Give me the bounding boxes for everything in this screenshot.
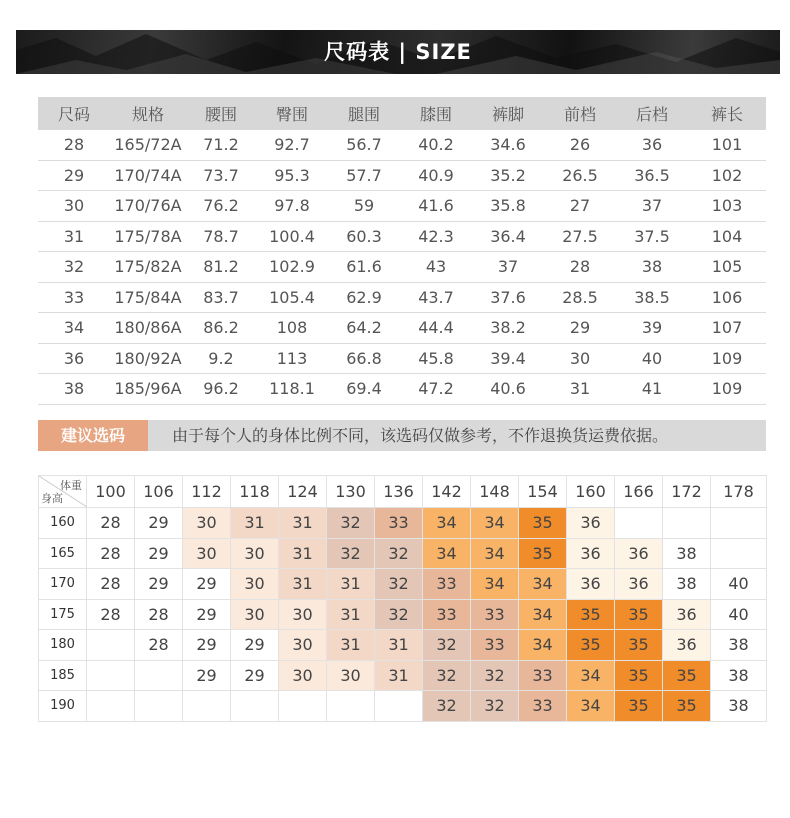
weight-header-cell: 142 — [423, 476, 471, 508]
size-cell: 59 — [328, 191, 400, 222]
size-recommendation-cell: 30 — [279, 599, 327, 630]
size-recommendation-cell: 34 — [423, 538, 471, 569]
size-cell: 61.6 — [328, 252, 400, 283]
size-recommendation-cell: 33 — [471, 630, 519, 661]
size-cell: 33 — [38, 282, 110, 313]
height-header-cell: 190 — [39, 691, 87, 722]
size-recommendation-cell: 34 — [519, 599, 567, 630]
size-cell: 36 — [616, 130, 688, 160]
size-recommendation-cell: 28 — [87, 599, 135, 630]
weight-header-cell: 100 — [87, 476, 135, 508]
size-recommendation-cell: 34 — [567, 691, 615, 722]
recommendation-label: 建议选码 — [38, 420, 148, 451]
size-recommendation-cell: 31 — [375, 660, 423, 691]
weight-header-cell: 130 — [327, 476, 375, 508]
size-recommendation-cell: 29 — [183, 660, 231, 691]
size-recommendation-cell — [87, 691, 135, 722]
size-recommendation-cell: 30 — [231, 599, 279, 630]
size-recommendation-cell: 29 — [183, 599, 231, 630]
size-cell: 38.5 — [616, 282, 688, 313]
size-recommendation-cell — [231, 691, 279, 722]
weight-header-cell: 118 — [231, 476, 279, 508]
size-recommendation-cell: 32 — [423, 691, 471, 722]
size-cell: 56.7 — [328, 130, 400, 160]
size-recommendation-cell: 34 — [471, 508, 519, 539]
size-cell: 38.2 — [472, 313, 544, 344]
grid-row — [39, 569, 767, 600]
size-recommendation-cell: 30 — [231, 538, 279, 569]
size-recommendation-cell: 34 — [471, 569, 519, 600]
size-recommendation-cell: 28 — [87, 508, 135, 539]
size-cell: 27 — [544, 191, 616, 222]
size-recommendation-cell — [375, 691, 423, 722]
size-recommendation-cell: 32 — [423, 630, 471, 661]
size-cell: 26.5 — [544, 160, 616, 191]
size-cell: 30 — [38, 191, 110, 222]
size-cell: 102.9 — [256, 252, 328, 283]
size-cell: 36 — [38, 343, 110, 374]
size-cell: 36.4 — [472, 221, 544, 252]
size-header-cell: 尺码 — [38, 97, 110, 130]
size-cell: 104 — [688, 221, 766, 252]
weight-header-cell: 166 — [615, 476, 663, 508]
corner-height-label: 身高 — [41, 492, 63, 505]
size-cell: 9.2 — [186, 343, 256, 374]
weight-header-cell: 160 — [567, 476, 615, 508]
size-cell: 41 — [616, 374, 688, 405]
table-row — [38, 343, 766, 374]
size-cell: 73.7 — [186, 160, 256, 191]
grid-row — [39, 599, 767, 630]
size-cell: 165/72A — [110, 130, 186, 160]
size-recommendation-cell — [135, 660, 183, 691]
size-recommendation-cell: 35 — [663, 660, 711, 691]
size-cell: 31 — [38, 221, 110, 252]
size-recommendation-cell: 34 — [567, 660, 615, 691]
size-cell: 66.8 — [328, 343, 400, 374]
size-recommendation-cell: 30 — [183, 538, 231, 569]
size-cell: 175/82A — [110, 252, 186, 283]
size-recommendation-cell: 31 — [327, 630, 375, 661]
size-cell: 62.9 — [328, 282, 400, 313]
size-cell: 83.7 — [186, 282, 256, 313]
size-cell: 92.7 — [256, 130, 328, 160]
table-row — [38, 191, 766, 222]
size-recommendation-cell: 29 — [231, 630, 279, 661]
size-cell: 28 — [544, 252, 616, 283]
table-row — [38, 221, 766, 252]
size-recommendation-cell: 40 — [711, 569, 767, 600]
size-recommendation-cell — [135, 691, 183, 722]
size-cell: 34 — [38, 313, 110, 344]
size-recommendation-cell: 29 — [183, 569, 231, 600]
size-cell: 105 — [688, 252, 766, 283]
size-recommendation-cell — [711, 508, 767, 539]
size-recommendation-cell: 36 — [567, 508, 615, 539]
size-cell: 31 — [544, 374, 616, 405]
size-recommendation-cell: 36 — [615, 569, 663, 600]
size-recommendation-cell: 31 — [231, 508, 279, 539]
size-cell: 30 — [544, 343, 616, 374]
size-recommendation-cell: 38 — [711, 691, 767, 722]
size-recommendation-cell: 36 — [615, 538, 663, 569]
weight-header-cell: 136 — [375, 476, 423, 508]
size-recommendation-cell: 35 — [615, 599, 663, 630]
size-recommendation-cell — [615, 508, 663, 539]
size-recommendation-cell: 36 — [663, 599, 711, 630]
size-recommendation-cell: 30 — [231, 569, 279, 600]
size-cell: 97.8 — [256, 191, 328, 222]
size-recommendation-cell: 28 — [135, 630, 183, 661]
size-cell: 69.4 — [328, 374, 400, 405]
size-recommendation-cell: 29 — [135, 569, 183, 600]
size-cell: 185/96A — [110, 374, 186, 405]
weight-header-cell: 148 — [471, 476, 519, 508]
size-recommendation-cell: 28 — [87, 569, 135, 600]
size-recommendation-cell: 32 — [471, 691, 519, 722]
grid-row — [39, 660, 767, 691]
size-cell: 96.2 — [186, 374, 256, 405]
table-row — [38, 252, 766, 283]
grid-row — [39, 630, 767, 661]
size-recommendation-cell: 34 — [519, 569, 567, 600]
size-recommendation-cell — [279, 691, 327, 722]
size-recommendation-cell — [711, 538, 767, 569]
size-cell: 44.4 — [400, 313, 472, 344]
size-cell: 71.2 — [186, 130, 256, 160]
size-recommendation-cell: 35 — [615, 660, 663, 691]
height-header-cell: 165 — [39, 538, 87, 569]
size-recommendation-cell: 36 — [567, 569, 615, 600]
table-row — [38, 374, 766, 405]
size-cell: 37.6 — [472, 282, 544, 313]
size-cell: 42.3 — [400, 221, 472, 252]
size-recommendation-cell: 38 — [663, 538, 711, 569]
size-cell: 108 — [256, 313, 328, 344]
weight-header-cell: 112 — [183, 476, 231, 508]
size-recommendation-cell: 32 — [423, 660, 471, 691]
size-cell: 26 — [544, 130, 616, 160]
table-row — [38, 130, 766, 160]
size-recommendation-cell: 30 — [327, 660, 375, 691]
size-cell: 34.6 — [472, 130, 544, 160]
size-recommendation-grid — [38, 475, 767, 722]
size-cell: 39 — [616, 313, 688, 344]
size-recommendation-cell: 33 — [471, 599, 519, 630]
size-recommendation-cell: 29 — [231, 660, 279, 691]
size-recommendation-cell: 35 — [519, 538, 567, 569]
size-recommendation-cell: 28 — [87, 538, 135, 569]
size-header-cell: 前档 — [544, 97, 616, 130]
size-recommendation-cell: 34 — [471, 538, 519, 569]
height-header-cell: 185 — [39, 660, 87, 691]
header-banner — [16, 30, 780, 74]
size-recommendation-cell: 35 — [567, 599, 615, 630]
size-cell: 101 — [688, 130, 766, 160]
size-cell: 27.5 — [544, 221, 616, 252]
size-cell: 29 — [38, 160, 110, 191]
size-cell: 35.2 — [472, 160, 544, 191]
size-recommendation-cell: 34 — [423, 508, 471, 539]
size-recommendation-cell: 33 — [519, 660, 567, 691]
size-recommendation-cell: 35 — [567, 630, 615, 661]
size-recommendation-cell: 32 — [375, 599, 423, 630]
size-cell: 86.2 — [186, 313, 256, 344]
corner-weight-label: 体重 — [60, 479, 82, 492]
size-recommendation-cell: 28 — [135, 599, 183, 630]
size-recommendation-cell: 38 — [711, 660, 767, 691]
size-cell: 78.7 — [186, 221, 256, 252]
size-recommendation-cell: 35 — [615, 630, 663, 661]
size-table-header — [38, 97, 766, 130]
size-header-cell: 规格 — [110, 97, 186, 130]
size-header-cell: 膝围 — [400, 97, 472, 130]
size-cell: 100.4 — [256, 221, 328, 252]
size-recommendation-cell: 35 — [519, 508, 567, 539]
size-recommendation-cell: 30 — [183, 508, 231, 539]
size-recommendation-cell: 32 — [327, 508, 375, 539]
grid-row — [39, 691, 767, 722]
size-cell: 175/78A — [110, 221, 186, 252]
size-cell: 40.6 — [472, 374, 544, 405]
size-recommendation-cell — [663, 508, 711, 539]
table-row — [38, 160, 766, 191]
grid-row — [39, 508, 767, 539]
weight-header-cell: 172 — [663, 476, 711, 508]
size-recommendation-cell: 31 — [327, 599, 375, 630]
size-recommendation-cell: 32 — [375, 569, 423, 600]
size-header-cell: 腰围 — [186, 97, 256, 130]
size-recommendation-cell: 33 — [519, 691, 567, 722]
size-recommendation-cell: 31 — [375, 630, 423, 661]
size-cell: 180/86A — [110, 313, 186, 344]
weight-header-cell: 124 — [279, 476, 327, 508]
size-cell: 64.2 — [328, 313, 400, 344]
size-cell: 43 — [400, 252, 472, 283]
size-cell: 170/76A — [110, 191, 186, 222]
size-cell: 39.4 — [472, 343, 544, 374]
size-cell: 81.2 — [186, 252, 256, 283]
grid-row — [39, 538, 767, 569]
size-recommendation-cell: 32 — [327, 538, 375, 569]
height-header-cell: 170 — [39, 569, 87, 600]
size-header-cell: 臀围 — [256, 97, 328, 130]
size-cell: 76.2 — [186, 191, 256, 222]
grid-corner-cell — [39, 476, 87, 508]
size-cell: 37 — [616, 191, 688, 222]
size-recommendation-cell: 30 — [279, 630, 327, 661]
size-header-cell: 后档 — [616, 97, 688, 130]
size-recommendation-cell: 34 — [519, 630, 567, 661]
size-cell: 29 — [544, 313, 616, 344]
height-header-cell: 175 — [39, 599, 87, 630]
size-recommendation-cell: 36 — [567, 538, 615, 569]
recommendation-bar — [38, 420, 766, 451]
size-header-cell: 裤脚 — [472, 97, 544, 130]
size-cell: 43.7 — [400, 282, 472, 313]
size-cell: 40.9 — [400, 160, 472, 191]
size-recommendation-cell: 36 — [663, 630, 711, 661]
size-cell: 107 — [688, 313, 766, 344]
size-cell: 40 — [616, 343, 688, 374]
size-recommendation-cell: 31 — [279, 569, 327, 600]
size-cell: 106 — [688, 282, 766, 313]
size-recommendation-cell: 32 — [375, 538, 423, 569]
size-cell: 118.1 — [256, 374, 328, 405]
size-cell: 38 — [38, 374, 110, 405]
size-cell: 47.2 — [400, 374, 472, 405]
size-cell: 28.5 — [544, 282, 616, 313]
height-header-cell: 180 — [39, 630, 87, 661]
size-cell: 57.7 — [328, 160, 400, 191]
size-recommendation-cell: 35 — [615, 691, 663, 722]
size-cell: 103 — [688, 191, 766, 222]
size-cell: 175/84A — [110, 282, 186, 313]
size-cell: 170/74A — [110, 160, 186, 191]
size-recommendation-cell — [87, 660, 135, 691]
table-row — [38, 282, 766, 313]
size-table — [38, 97, 766, 405]
size-cell: 180/92A — [110, 343, 186, 374]
size-cell: 40.2 — [400, 130, 472, 160]
size-header-cell: 腿围 — [328, 97, 400, 130]
size-recommendation-cell: 40 — [711, 599, 767, 630]
weight-header-cell: 154 — [519, 476, 567, 508]
size-recommendation-cell: 38 — [711, 630, 767, 661]
size-cell: 28 — [38, 130, 110, 160]
size-cell: 37.5 — [616, 221, 688, 252]
size-recommendation-cell: 31 — [327, 569, 375, 600]
page-title: 尺码表 | SIZE — [324, 40, 472, 64]
size-recommendation-cell: 32 — [471, 660, 519, 691]
size-recommendation-cell: 38 — [663, 569, 711, 600]
height-header-cell: 160 — [39, 508, 87, 539]
size-recommendation-cell: 33 — [423, 599, 471, 630]
size-recommendation-cell — [87, 630, 135, 661]
table-row — [38, 313, 766, 344]
size-cell: 37 — [472, 252, 544, 283]
size-cell: 32 — [38, 252, 110, 283]
size-cell: 105.4 — [256, 282, 328, 313]
size-recommendation-cell: 30 — [279, 660, 327, 691]
size-cell: 41.6 — [400, 191, 472, 222]
size-cell: 109 — [688, 374, 766, 405]
size-recommendation-cell: 31 — [279, 538, 327, 569]
size-cell: 35.8 — [472, 191, 544, 222]
size-recommendation-cell: 33 — [423, 569, 471, 600]
size-recommendation-cell: 33 — [375, 508, 423, 539]
size-cell: 36.5 — [616, 160, 688, 191]
size-recommendation-cell: 29 — [135, 538, 183, 569]
weight-header-cell: 178 — [711, 476, 767, 508]
size-cell: 38 — [616, 252, 688, 283]
size-recommendation-cell: 29 — [135, 508, 183, 539]
size-recommendation-cell — [327, 691, 375, 722]
size-recommendation-cell: 31 — [279, 508, 327, 539]
size-recommendation-cell — [183, 691, 231, 722]
weight-header-cell: 106 — [135, 476, 183, 508]
size-recommendation-cell: 35 — [663, 691, 711, 722]
size-cell: 95.3 — [256, 160, 328, 191]
grid-weight-header — [39, 476, 767, 508]
recommendation-note: 由于每个人的身体比例不同，该选码仅做参考，不作退换货运费依据。 — [172, 426, 669, 445]
size-cell: 109 — [688, 343, 766, 374]
size-header-cell: 裤长 — [688, 97, 766, 130]
size-cell: 60.3 — [328, 221, 400, 252]
size-cell: 113 — [256, 343, 328, 374]
size-cell: 45.8 — [400, 343, 472, 374]
size-cell: 102 — [688, 160, 766, 191]
size-recommendation-cell: 29 — [183, 630, 231, 661]
